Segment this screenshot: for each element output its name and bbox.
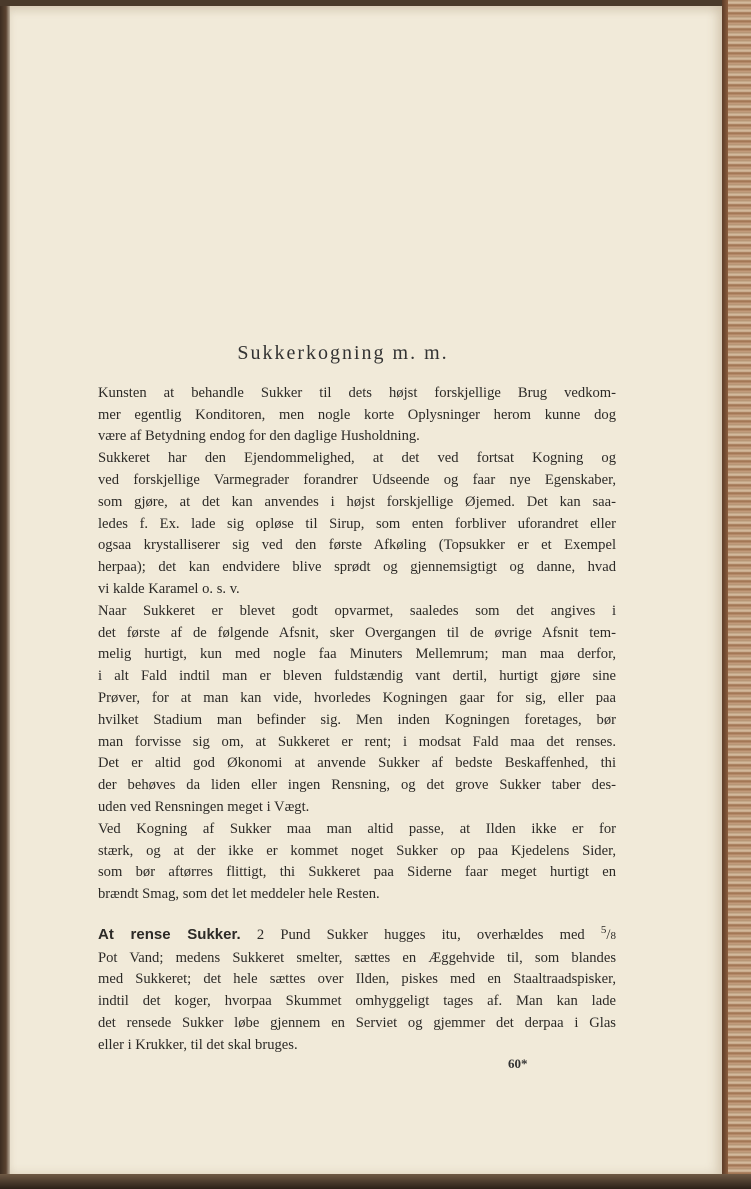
signature-mark: 60*: [508, 1056, 528, 1071]
bleed-through-text: [50, 126, 670, 346]
text-line: det rensede Sukker løbe gjennem en Serviet og gjemmer det derpaa i Glas: [98, 1014, 616, 1031]
paragraph-intro: [46, 383, 616, 448]
text-line: i alt Fald indtil man er bleven fuldstændig vant dertil, hurtigt gjøre sine: [98, 668, 616, 685]
text-line: ved forskjellige Varmegrader forandrer Udseende og faar nye Egenskaber,: [98, 471, 616, 488]
text-line: ledes f. Ex. lade sig opløse til Sirup, som enten forbliver uforandret eller: [98, 515, 616, 532]
text-line: mer egentlig Konditoren, men nogle korte Oplysninger herom kunne dog: [98, 406, 616, 423]
fraction-denominator: 8: [610, 929, 616, 942]
bottom-band: [0, 1174, 751, 1189]
book-edge: [722, 0, 751, 1189]
text-line: man forvisse sig om, at Sukkeret er rent; i modsat Fald maa det renses.: [98, 733, 616, 750]
text-line: melig hurtigt, kun med nogle faa Minuters Mellemrum; man maa derfor,: [98, 646, 616, 663]
text-line: som gjøre, at det kan anvendes i højst forskjellige Øjemed. Det kan saa-: [98, 493, 616, 510]
text-line: uden ved Rensningen meget i Vægt.: [98, 798, 310, 815]
text-line: med Sukkeret; det hele sættes over Ilden, piskes med en Staaltraadspisker,: [98, 971, 616, 988]
text-line: Pot Vand; medens Sukkeret smelter, sættes en Æggehvide til, som blandes: [98, 949, 616, 966]
paragraph-4: [46, 819, 616, 906]
text-line: Ved Kogning af Sukker maa man altid passe, at Ilden ikke er for: [98, 820, 616, 837]
text-line: eller i Krukker, til det skal bruges.: [98, 1036, 298, 1053]
text-line: brændt Smag, som det let meddeler hele Resten.: [98, 886, 380, 903]
text-line: Prøver, for at man kan vide, hvorledes Kogningen gaar for sig, eller paa: [98, 689, 616, 706]
text-line: Kunsten at behandle Sukker til dets højst forskjellige Brug vedkom-: [98, 384, 616, 401]
text-block: [46, 343, 616, 1057]
text-line: Sukkeret har den Ejendommelighed, at det ved fortsat Kogning og: [98, 450, 616, 467]
text-line: Det er altid god Økonomi at anvende Sukker af bedste Beskaffenhed, thi: [98, 755, 616, 772]
text-line: hvilket Stadium man befinder sig. Men inden Kogningen foretages, bør: [98, 711, 616, 728]
paragraph-3: [46, 601, 616, 819]
spine-stripe: [722, 0, 728, 1189]
recipe-paragraph: [46, 920, 616, 1057]
text-line: herpaa); det kan endvidere blive sprødt og gjennemsigtigt og danne, hvad: [98, 559, 616, 576]
page-title: Sukkerkogning m. m.: [237, 342, 449, 364]
text-line: vi kalde Karamel o. s. v.: [98, 580, 240, 597]
text-line: være af Betydning endog for den daglige Husholdning.: [98, 428, 420, 445]
fraction-numerator: 5: [600, 923, 607, 936]
text-line: stærk, og at der ikke er kommet noget Sukker op paa Kjedelens Sider,: [98, 842, 616, 859]
paragraph-2: [46, 448, 616, 601]
recipe-line-text: 2 Pund Sukker hugges itu, overhældes med: [256, 926, 585, 943]
text-line: der behøves da liden eller ingen Rensning, og det grove Sukker taber des-: [98, 777, 616, 794]
text-line: ogsaa krystalliserer sig ved den første Afkøling (Topsukker er et Exempel: [98, 537, 616, 554]
text-line: det første af de følgende Afsnit, sker Overgangen til de øvrige Afsnit tem-: [98, 624, 616, 641]
recipe-heading: At rense Sukker.: [98, 925, 241, 943]
text-line: Naar Sukkeret er blevet godt opvarmet, saaledes som det angives i: [98, 602, 616, 619]
text-line: indtil det koger, hvorpaa Skummet omhyggeligt tages af. Man kan lade: [98, 993, 616, 1010]
recipe-first-line: At rense Sukker. 2 Pund Sukker hugges itu, overhældes med $^5$/8: [98, 923, 616, 943]
text-line: som bør aftørres flittigt, thi Sukkeret paa Siderne faar meget hurtigt en: [98, 864, 616, 881]
